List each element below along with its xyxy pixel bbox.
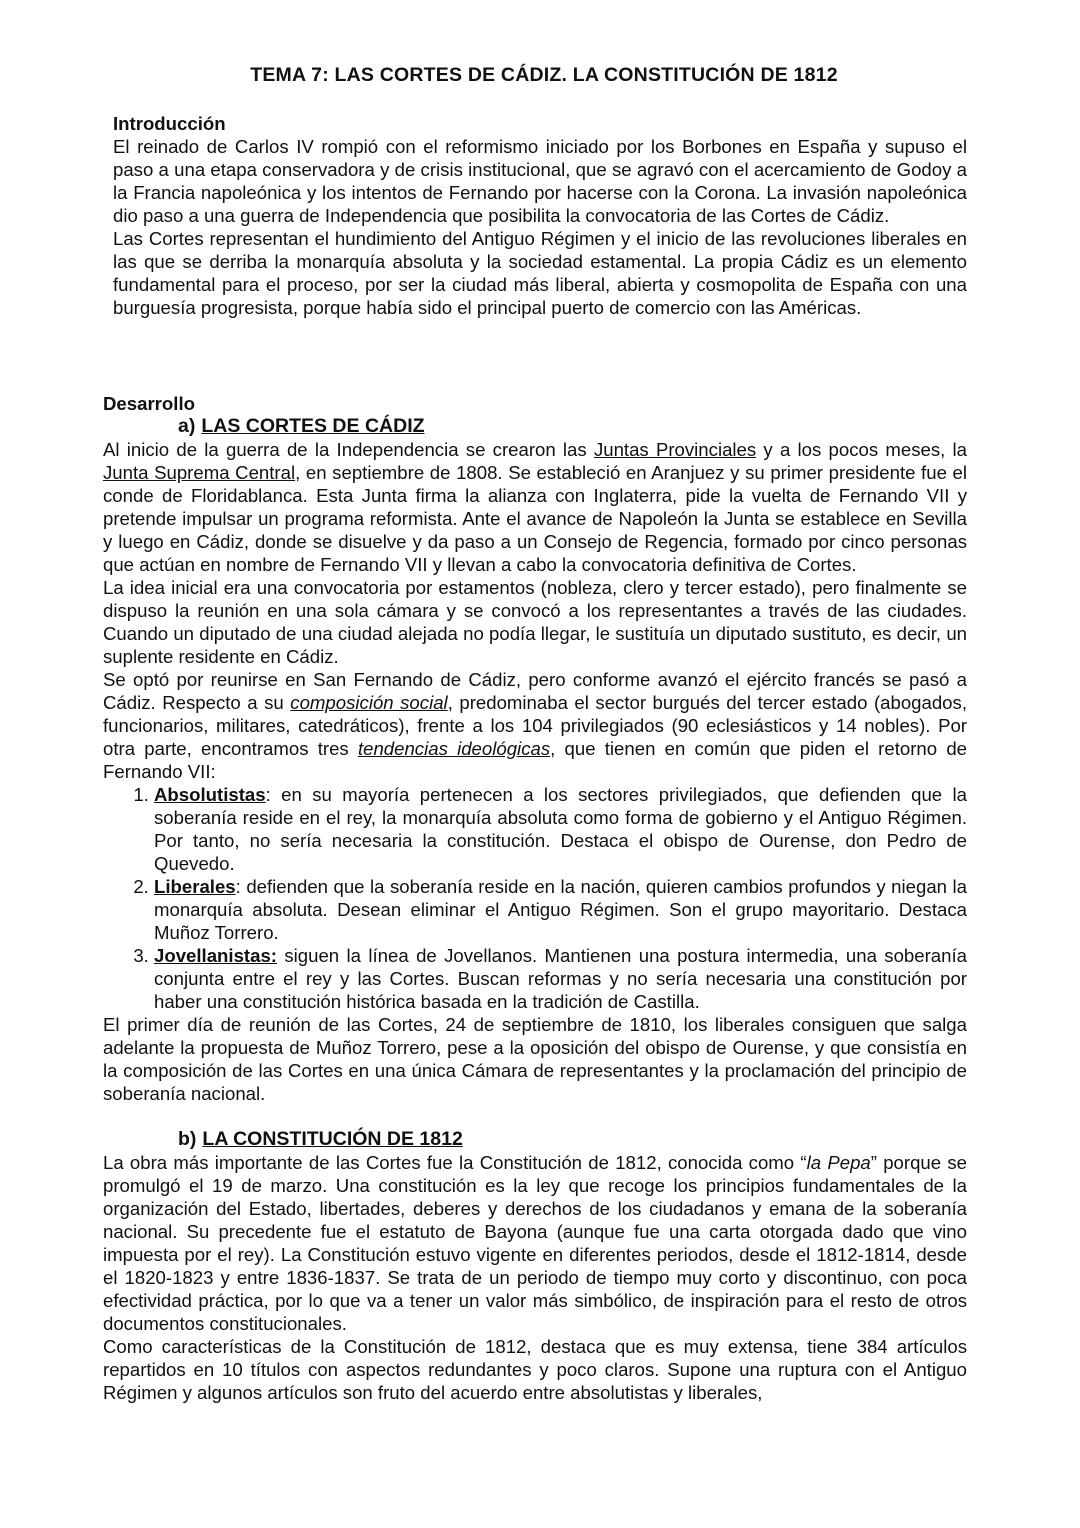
section-b-title: LA CONSTITUCIÓN DE 1812 xyxy=(202,1128,463,1150)
section-b-paragraph-2: Como características de la Constitución de 1812, destaca que es muy extensa, tiene 384 artículos repartidos en 10 títulos con aspectos redundantes y poco claros. Supone una ruptura con el Antiguo Régimen y algunos artículos son fruto del acuerdo entre absolutistas y liberales, xyxy=(103,1336,967,1403)
section-a-paragraph-1 xyxy=(103,438,967,576)
text-run: , en septiembre de 1808. Se estableció en Aranjuez y su primer presidente fue el conde de Floridablanca. Esta Junta firma la alianza con Inglaterra, pide la vuelta de Fernando VII y pretende impulsar un programa reformista. Ante el avance de Napoleón la Junta se establece en Sevilla y luego en Cádiz, donde se disuelve y da paso a un Consejo de Regencia, formado por cinco personas que actúan en nombre de Fernando VII y llevan a cabo la convocatoria definitiva de Cortes. xyxy=(103,462,967,575)
development-section xyxy=(103,392,967,1404)
text-run: La obra más importante de las Cortes fue la Constitución de 1812, conocida como “ xyxy=(103,1152,807,1173)
list-item-term: Jovellanistas: xyxy=(154,945,277,966)
text-run: Al inicio de la guerra de la Independencia se crearon las xyxy=(103,439,594,460)
ideological-tendencies-list xyxy=(103,783,967,1013)
list-item xyxy=(154,944,967,1013)
junta-suprema-central-term: Junta Suprema Central xyxy=(103,462,296,483)
development-heading: Desarrollo xyxy=(103,393,195,414)
composicion-social-term: composición social xyxy=(290,692,448,713)
list-item xyxy=(154,875,967,944)
introduction-section xyxy=(113,112,967,319)
list-item-term: Absolutistas xyxy=(154,784,266,805)
text-run: y a los pocos meses, la xyxy=(756,439,967,460)
section-b-letter: b) xyxy=(178,1128,197,1150)
juntas-provinciales-term: Juntas Provinciales xyxy=(593,439,757,460)
section-b-paragraph-1 xyxy=(103,1151,967,1335)
list-item-text: : en su mayoría pertenecen a los sectores privilegiados, que defienden que la soberanía reside en el rey, la monarquía absoluta como forma de gobierno y el Antiguo Régimen. Por tanto, no sería necesaria la constitución. Destaca el obispo de Ourense, don Pedro de Quevedo. xyxy=(154,784,967,874)
introduction-paragraph-2: Las Cortes representan el hundimiento del Antiguo Régimen y el inicio de las revoluciones liberales en las que se derriba la monarquía absoluta y la sociedad estamental. La propia Cádiz es un elemento fundamental para el proceso, por ser la ciudad más liberal, abierta y cosmopolita de España con una burguesía progresista, porque había sido el principal puerto de comercio con las Américas. xyxy=(113,228,967,318)
section-a-title: LAS CORTES DE CÁDIZ xyxy=(201,415,425,437)
spacer xyxy=(103,1105,967,1128)
list-item-term: Liberales xyxy=(154,876,236,897)
list-item xyxy=(154,783,967,875)
list-item-text: : defienden que la soberanía reside en la nación, quieren cambios profundos y niegan la monarquía absoluta. Desean eliminar el Antiguo Régimen. Son el grupo mayoritario. Destaca Muñoz Torrero. xyxy=(154,876,967,943)
section-a-paragraph-2: La idea inicial era una convocatoria por estamentos (nobleza, clero y tercer estado), pero finalmente se dispuso la reunión en una sola cámara y se convocó a los representantes a través de las ciudades. Cuando un diputado de una ciudad alejada no podía llegar, le sustituía un diputado sustituto, es decir, un suplente residente en Cádiz. xyxy=(103,577,967,667)
text-run: ” porque se promulgó el 19 de marzo. Una constitución es la ley que recoge los principios fundamentales de la organización del Estado, libertades, deberes y derechos de los ciudadanos y emana de la soberanía nacional. Su precedente fue el estatuto de Bayona (aunque fue una carta otorgada dado que vino impuesta por el rey). La Constitución estuvo vigente en diferentes periodos, desde el 1812-1814, desde el 1820-1823 y entre 1836-1837. Se trata de un periodo de tiempo muy corto y discontinuo, con poca efectividad práctica, por lo que va a tener un valor más simbólico, de inspiración para el resto de otros documentos constitucionales. xyxy=(103,1152,967,1334)
list-item-text: siguen la línea de Jovellanos. Mantienen una postura intermedia, una soberanía conjunta entre el rey y las Cortes. Buscan reformas y no sería necesaria una constitución por haber una constitución histórica basada en la tradición de Castilla. xyxy=(154,945,967,1012)
section-a-paragraph-4: El primer día de reunión de las Cortes, 24 de septiembre de 1810, los liberales consiguen que salga adelante la propuesta de Muñoz Torrero, pese a la oposición del obispo de Ourense, y que consistía en la composición de las Cortes en una única Cámara de representantes y la proclamación del principio de soberanía nacional. xyxy=(103,1014,967,1104)
text-run: Se optó por reunirse en San Fernando de Cádiz, pero conforme avanzó el ejército francés se pasó a Cádiz. Respecto a su xyxy=(103,669,967,713)
page-title: TEMA 7: LAS CORTES DE CÁDIZ. LA CONSTITUCIÓN DE 1812 xyxy=(250,64,838,86)
text-run: , predominaba el sector burgués del tercer estado (abogados, funcionarios, militares, catedráticos), frente a los 104 privilegiados (90 eclesiásticos y 14 nobles). Por otra parte, encontramos tres xyxy=(103,692,967,759)
tendencias-ideologicas-term: tendencias ideológicas xyxy=(357,738,551,759)
section-a-heading xyxy=(178,415,967,438)
section-a-paragraph-3 xyxy=(103,668,967,783)
text-run: , que tienen en común que piden el retorno de Fernando VII: xyxy=(103,738,967,782)
section-b-heading xyxy=(178,1128,967,1151)
introduction-paragraph-1: El reinado de Carlos IV rompió con el reformismo iniciado por los Borbones en España y supuso el paso a una etapa conservadora y de crisis institucional, que se agravó con el acercamiento de Godoy a la Francia napoleónica y los intentos de Fernando por hacerse con la Corona. La invasión napoleónica dio paso a una guerra de Independencia que posibilita la convocatoria de las Cortes de Cádiz. xyxy=(113,136,967,226)
introduction-heading: Introducción xyxy=(113,113,226,134)
section-a-letter: a) xyxy=(178,415,196,437)
la-pepa-term: la Pepa xyxy=(806,1152,871,1173)
